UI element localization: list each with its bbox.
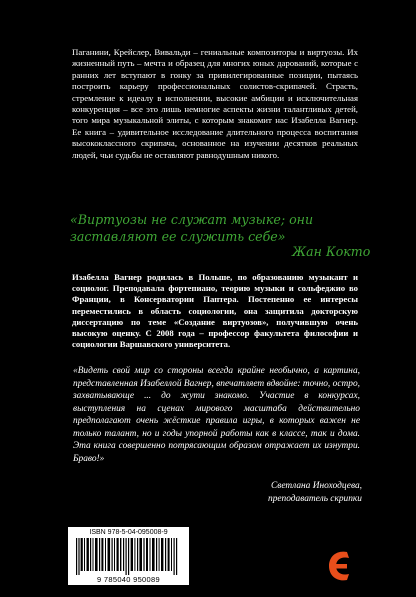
- eksmo-logo-icon: [325, 546, 355, 586]
- epigraph-author: Жан Кокто: [292, 244, 371, 259]
- barcode-digits: 9 785040 950089: [97, 575, 160, 584]
- barcode-bars: [76, 538, 181, 575]
- reviewer-name: Светлана Иноходцева,: [271, 481, 362, 491]
- isbn-barcode: [67, 526, 190, 586]
- book-description: Паганини, Крейслер, Вивальди – гениальные композиторы и виртуозы. Их жизненный путь – мечта и образец для многих юных дарований, которые с ранних лет вступают в гонку за привилегированные позиции, пытаясь построить карьеру профессиональных солистов-скрипачей. Страсть, стремление к идеалу в исполнении, высокие амбиции и исключительная конкуренция – все это лишь немногие аспекты жизни талантливых детей, того мира музыкальной элиты, с которым знакомит нас Изабелла Вагнер. Ее книга – удивительное исследование длительного процесса воспитания высококлассного скрипача, основанное на изучении десятков реальных людей, чьи судьбы не оставляют равнодушным никого.: [72, 47, 358, 160]
- reviewer-role: преподаватель скрипки: [268, 494, 362, 504]
- author-biography: Изабелла Вагнер родилась в Польше, по образованию музыкант и социолог. Преподавала фортепиано, теорию музыки и сольфеджио во Франции, в Консерватории Паптера. Постепенно ее интересы переместились в область социологии, она защитила докторскую диссертацию по теме «Создание виртуозов», получившую очень высокую оценку. С 2008 года – профессор факультета философии и социологии Варшавского университета.: [72, 272, 358, 350]
- review-quote: «Видеть свой мир со стороны всегда крайне необычно, а картина, представленная Изабеллой Вагнер, впечатляет вдвойне: точно, остро, захватывающе ... до жути знакомо. Участие в конкурсах, выступления на сценах мирового масштаба действительно предполагают очень жёсткие правила игры, в которых важен не только талант, но и годы упорной работы как в классе, так и дома. Эта книга совершенно потрясающим образом отражает их изнутри. Браво!»: [73, 366, 360, 464]
- epigraph-quote: «Виртуозы не служат музыке; они заставляют ее служить себе»: [70, 212, 314, 244]
- isbn-label: ISBN 978-5-04-095008-9: [89, 529, 168, 536]
